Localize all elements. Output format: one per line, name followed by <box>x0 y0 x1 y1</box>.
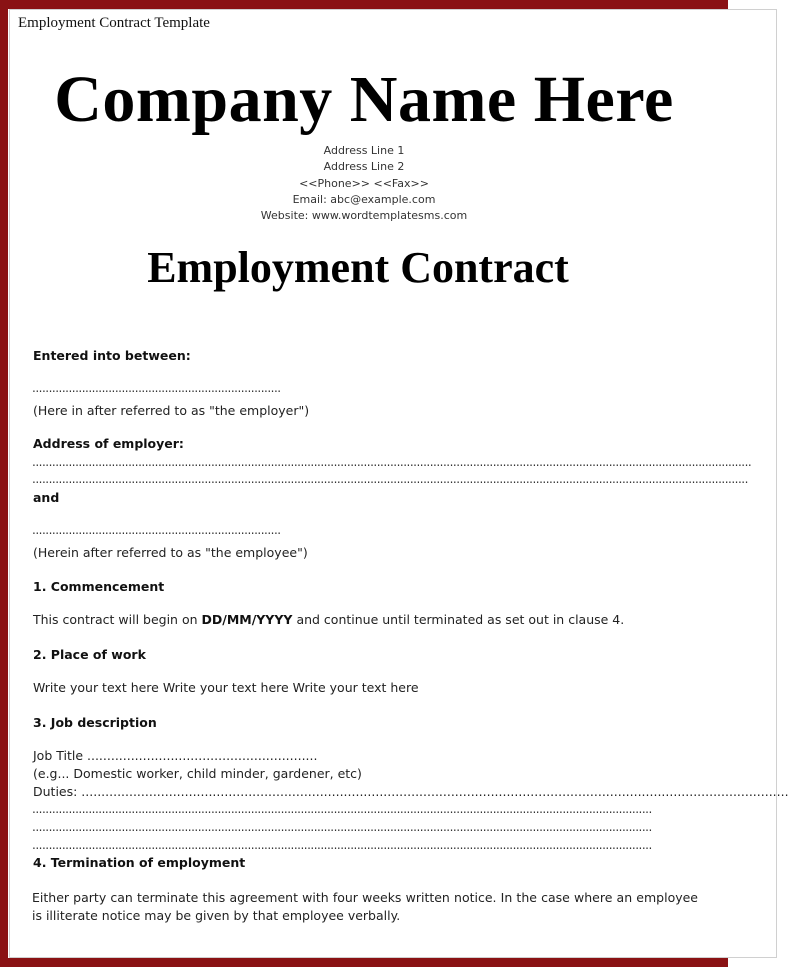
commencement-heading: 1. Commencement <box>33 579 165 594</box>
document-tab-title: Employment Contract Template <box>18 15 210 31</box>
duties-blank-2: ........................................................................................................................................................................................... <box>32 820 652 834</box>
employer-name-blank: ........................................................................... <box>32 381 281 395</box>
commencement-date: DD/MM/YYYY <box>201 612 293 627</box>
place-heading: 2. Place of work <box>33 647 146 662</box>
address-line-1: Address Line 1 <box>323 144 405 157</box>
commencement-text-end: and continue until terminated as set out in clause 4. <box>292 612 625 627</box>
employee-note: (Herein after referred to as "the employee") <box>33 545 308 560</box>
address-blank-2: ........................................................................................................................................................................................................................ <box>32 472 748 486</box>
address-line-2: Address Line 2 <box>323 160 405 173</box>
address-heading: Address of employer: <box>33 436 184 451</box>
duties-blank-3: ........................................................................................................................................................................................... <box>32 838 652 852</box>
phone-fax: <<Phone>> <<Fax>> <box>299 177 429 190</box>
commencement-text <box>33 612 624 627</box>
termination-heading: 4. Termination of employment <box>33 855 246 870</box>
email: Email: abc@example.com <box>292 193 436 206</box>
place-text: Write your text here Write your text here Write your text here <box>33 680 419 695</box>
website: Website: www.wordtemplatesms.com <box>260 209 468 222</box>
job-example: (e.g... Domestic worker, child minder, gardener, etc) <box>33 766 362 781</box>
job-heading: 3. Job description <box>33 715 157 730</box>
company-name: Company Name Here <box>54 63 674 136</box>
and-label: and <box>33 490 60 505</box>
entered-heading: Entered into between: <box>33 348 191 363</box>
job-title-line: Job Title .......................................................... <box>33 748 318 763</box>
duties-blank-1: ........................................................................................................................................................................................... <box>32 802 652 816</box>
duties-line: Duties: .................................................................................................................................................................................. <box>33 784 789 799</box>
contract-title: Employment Contract <box>147 243 569 292</box>
employee-name-blank: ........................................................................... <box>32 523 281 537</box>
employer-note: (Here in after referred to as "the employer") <box>33 403 310 418</box>
commencement-text-start: This contract will begin on <box>33 612 202 627</box>
termination-text: Either party can terminate this agreement with four weeks written notice. In the case where an employee is illiterate notice may be given by that employee verbally. <box>32 890 698 923</box>
address-blank-1: ......................................................................................................................................................................................................................... <box>32 455 752 469</box>
